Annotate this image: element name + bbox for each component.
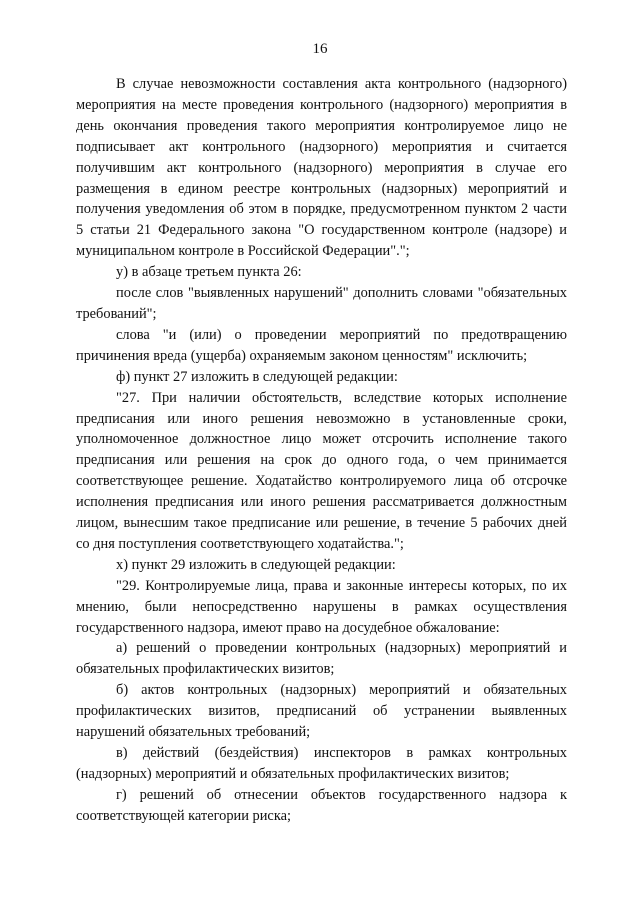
paragraph-add-words: после слов "выявленных нарушений" дополнить словами "обязательных требований"; (76, 285, 567, 322)
paragraph-item-f: ф) пункт 27 изложить в следующей редакции: (116, 368, 398, 385)
paragraph-remove-words: слова "и (или) о проведении мероприятий по предотвращению причинения вреда (ущерба) охраняемым законом ценностям" исключить; (76, 326, 567, 364)
paragraph-item-kh: х) пункт 29 изложить в следующей редакции: (116, 556, 396, 573)
paragraph-act-signing: В случае невозможности составления акта контрольного (надзорного) мероприятия на месте проведения контрольного (надзорного) мероприятия в день окончания проведения такого мероприятия контролируемое лицо не подписывает акт контрольного (надзорного) мероприятия и считается получившим акт контрольного (надзорного) мероприятия в случае его размещения в едином реестре контрольных (надзорных) мероприятий и получения уведомления об этом в порядке, предусмотренном пунктом 2 части 5 статьи 21 Федерального закона "О государственном контроле (надзоре) и муниципальном контроле в Российской Федерации"."; (76, 76, 567, 260)
document-body (76, 74, 567, 827)
paragraph-item-u: у) в абзаце третьем пункта 26: (116, 264, 302, 281)
paragraph-clause-29: "29. Контролируемые лица, права и законные интересы которых, по их мнению, были непосредственно нарушены в рамках осуществления государственного надзора, имеют право на досудебное обжалование: (76, 577, 567, 636)
list-item-g: г) решений об отнесении объектов государственного надзора к соответствующей категории риска; (76, 786, 567, 824)
page-number: 16 (312, 41, 328, 57)
list-item-b: б) актов контрольных (надзорных) мероприятий и обязательных профилактических визитов, предписаний об устранении выявленных нарушений обязательных требований; (76, 682, 567, 741)
list-item-v: в) действий (бездействия) инспекторов в рамках контрольных (надзорных) мероприятий и обязательных профилактических визитов; (76, 745, 567, 782)
list-item-a: а) решений о проведении контрольных (надзорных) мероприятий и обязательных профилактических визитов; (76, 640, 567, 678)
paragraph-clause-27: "27. При наличии обстоятельств, вследствие которых исполнение предписания или иного решения невозможно в установленные сроки, уполномоченное должностное лицо может отсрочить исполнение такого предписания или решения на срок до одного года, о чем принимается соответствующее решение. Ходатайство контролируемого лица об отсрочке исполнения предписания или иного решения рассматривается должностным лицом, вынесшим такое предписание или решение, в течение 5 рабочих дней со дня поступления соответствующего ходатайства."; (76, 389, 567, 552)
